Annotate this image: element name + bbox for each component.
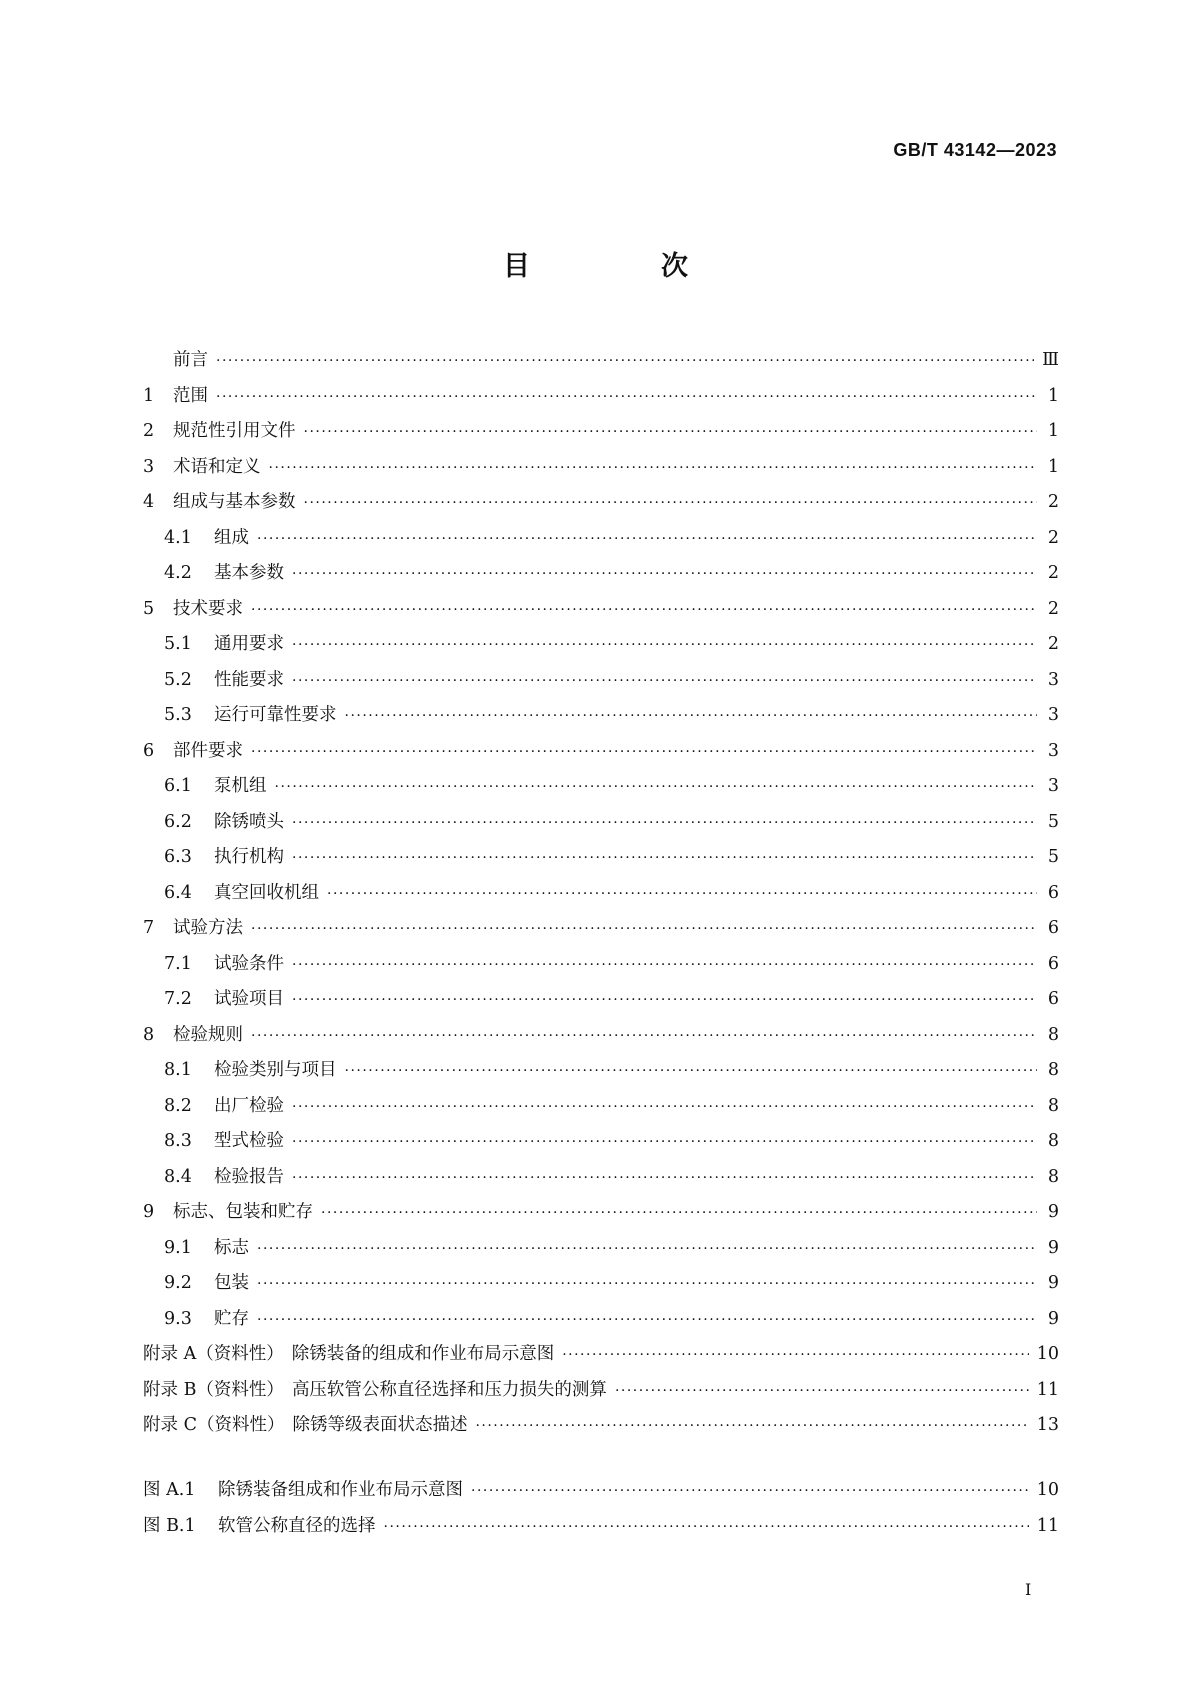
toc-entry-page: 11 — [1036, 1379, 1059, 1400]
toc-entry[interactable] — [143, 843, 1059, 879]
toc-entry-title: 运行可靠性要求 — [214, 705, 337, 725]
toc-entry-page: 6 — [1047, 882, 1059, 903]
toc-entry-page: 3 — [1047, 776, 1059, 796]
toc-entry[interactable] — [143, 1376, 1059, 1412]
toc-entry[interactable] — [143, 1021, 1059, 1057]
toc-entry-page: 10 — [1036, 1344, 1059, 1364]
toc-leader-dots — [251, 1028, 1037, 1044]
toc-entry-title: 软管公称直径的选择 — [218, 1515, 376, 1536]
toc-entry-title: 检验规则 — [173, 1024, 243, 1045]
toc-leader-dots — [292, 1170, 1037, 1186]
toc-entry-page: 8 — [1047, 1095, 1059, 1116]
toc-leader-dots — [251, 602, 1037, 618]
table-of-contents — [143, 346, 1059, 1447]
toc-leader-dots — [292, 637, 1037, 653]
toc-leader-dots — [345, 1063, 1038, 1079]
toc-entry-number: 1 — [143, 385, 155, 406]
toc-leader-dots — [475, 1418, 1028, 1434]
toc-leader-dots — [292, 1134, 1037, 1150]
toc-entry-title: 试验条件 — [214, 953, 284, 974]
toc-entry-number: 6.3 — [164, 847, 192, 867]
toc-entry-title: 前言 — [173, 350, 208, 370]
toc-entry-title: 组成与基本参数 — [173, 492, 296, 512]
toc-entry-page: 3 — [1047, 669, 1059, 690]
toc-entry[interactable] — [143, 772, 1059, 808]
toc-entry[interactable] — [143, 808, 1059, 844]
toc-leader-dots — [257, 531, 1037, 547]
toc-entry-page: 9 — [1047, 1308, 1059, 1329]
toc-entry-number: 7.1 — [164, 953, 192, 974]
toc-entry-number: 图 B.1 — [143, 1515, 196, 1536]
toc-entry-number: 5 — [143, 598, 155, 619]
toc-entry[interactable] — [143, 1056, 1059, 1092]
toc-entry-title: 试验项目 — [214, 989, 284, 1009]
toc-entry-number: 9.3 — [164, 1308, 192, 1329]
toc-entry-title: 标志、包装和贮存 — [173, 1202, 313, 1222]
toc-entry[interactable] — [143, 1198, 1059, 1234]
toc-entry-title: 检验类别与项目 — [214, 1060, 337, 1080]
toc-entry-page: 6 — [1047, 953, 1059, 974]
toc-entry[interactable] — [143, 737, 1059, 773]
toc-entry-number: 6 — [143, 740, 155, 761]
toc-leader-dots — [321, 1205, 1037, 1221]
toc-entry-page: 2 — [1047, 634, 1059, 654]
toc-entry[interactable] — [143, 950, 1059, 986]
toc-entry-number: 2 — [143, 421, 155, 441]
toc-entry-number: 附录 A（资料性） — [143, 1344, 284, 1364]
toc-entry-title: 高压软管公称直径选择和压力损失的测算 — [291, 1379, 607, 1400]
toc-entry-page: 1 — [1047, 456, 1059, 477]
toc-leader-dots — [257, 1276, 1037, 1292]
toc-entry-page: 5 — [1047, 847, 1059, 867]
toc-entry-title: 术语和定义 — [173, 456, 261, 477]
toc-leader-dots — [292, 992, 1037, 1008]
toc-entry-title: 除锈等级表面状态描述 — [292, 1415, 468, 1435]
toc-entry-title: 基本参数 — [214, 563, 284, 583]
toc-entry-title: 出厂检验 — [214, 1095, 284, 1116]
page-title: 目 次 — [503, 251, 740, 282]
toc-entry-number: 4 — [143, 492, 155, 512]
toc-leader-dots — [304, 424, 1038, 440]
toc-entry-number: 附录 C（资料性） — [143, 1415, 285, 1435]
toc-leader-dots — [615, 1383, 1029, 1399]
toc-entry-page: 2 — [1047, 563, 1059, 583]
toc-entry-title: 通用要求 — [214, 634, 284, 654]
toc-entry-title: 标志 — [214, 1237, 249, 1258]
toc-entry-title: 试验方法 — [173, 918, 243, 938]
toc-entry[interactable] — [143, 666, 1059, 702]
toc-entry-title: 组成 — [214, 527, 249, 548]
toc-entry[interactable] — [143, 1234, 1059, 1270]
toc-entry-number: 6.2 — [164, 811, 192, 832]
toc-entry-number: 8.2 — [164, 1095, 192, 1116]
toc-leader-dots — [275, 779, 1038, 795]
toc-entry-number: 3 — [143, 456, 155, 477]
toc-entry[interactable] — [143, 914, 1059, 950]
toc-leader-dots — [292, 850, 1037, 866]
toc-entry[interactable] — [143, 1127, 1059, 1163]
toc-entry[interactable] — [143, 1269, 1059, 1305]
toc-entry[interactable] — [143, 1092, 1059, 1128]
toc-entry[interactable] — [143, 1411, 1059, 1447]
toc-entry-number: 图 A.1 — [143, 1480, 196, 1500]
toc-entry-page: 3 — [1047, 740, 1059, 761]
toc-entry[interactable] — [143, 559, 1059, 595]
figure-entry[interactable] — [143, 1512, 1059, 1548]
toc-leader-dots — [292, 815, 1037, 831]
toc-entry-number: 5.3 — [164, 705, 192, 725]
toc-entry-page: 9 — [1047, 1237, 1059, 1258]
toc-entry-number: 4.2 — [164, 563, 192, 583]
toc-leader-dots — [384, 1519, 1029, 1535]
toc-entry-title: 除锈装备组成和作业布局示意图 — [218, 1480, 463, 1500]
toc-entry-page: 9 — [1047, 1202, 1059, 1222]
toc-entry[interactable] — [143, 1163, 1059, 1199]
toc-entry-title: 范围 — [173, 385, 208, 406]
toc-leader-dots — [304, 495, 1038, 511]
toc-entry-title: 技术要求 — [173, 598, 243, 619]
toc-entry[interactable] — [143, 701, 1059, 737]
toc-entry-number: 9.2 — [164, 1273, 192, 1293]
toc-entry-page: 6 — [1047, 989, 1059, 1009]
toc-leader-dots — [269, 460, 1038, 476]
toc-entry-title: 检验报告 — [214, 1166, 284, 1187]
toc-entry-title: 泵机组 — [214, 776, 267, 796]
toc-entry[interactable] — [143, 488, 1059, 524]
toc-leader-dots — [292, 673, 1037, 689]
toc-entry-page: 1 — [1047, 385, 1059, 406]
toc-entry[interactable] — [143, 985, 1059, 1021]
toc-entry-number: 5.1 — [164, 634, 192, 654]
toc-entry[interactable] — [143, 417, 1059, 453]
toc-entry[interactable] — [143, 595, 1059, 631]
toc-entry-title: 真空回收机组 — [214, 882, 319, 903]
toc-entry-number: 8.3 — [164, 1131, 192, 1151]
toc-entry-title: 包装 — [214, 1273, 249, 1293]
toc-entry-number: 9.1 — [164, 1237, 192, 1258]
toc-entry-number: 附录 B（资料性） — [143, 1379, 284, 1400]
toc-entry-page: 5 — [1047, 811, 1059, 832]
toc-entry-page: 8 — [1047, 1024, 1059, 1045]
toc-leader-dots — [562, 1347, 1029, 1363]
toc-entry-title: 执行机构 — [214, 847, 284, 867]
toc-entry[interactable] — [143, 382, 1059, 418]
standard-code: GB/T 43142—2023 — [893, 140, 1057, 160]
toc-leader-dots — [257, 1312, 1037, 1328]
toc-entry[interactable] — [143, 453, 1059, 489]
page-number: Ⅰ — [1025, 1580, 1032, 1599]
toc-entry-page: 8 — [1047, 1131, 1059, 1151]
toc-entry-page: 13 — [1036, 1415, 1059, 1435]
toc-leader-dots — [471, 1483, 1029, 1499]
toc-entry-page: 2 — [1047, 492, 1059, 512]
toc-entry-page: 10 — [1036, 1480, 1059, 1500]
toc-entry[interactable] — [143, 524, 1059, 560]
toc-leader-dots — [216, 353, 1034, 369]
toc-entry-title: 除锈装备的组成和作业布局示意图 — [291, 1344, 555, 1364]
toc-entry-number: 6.4 — [164, 882, 192, 903]
toc-entry-page: 11 — [1036, 1515, 1059, 1536]
toc-leader-dots — [345, 708, 1038, 724]
toc-entry-page: Ⅲ — [1042, 350, 1059, 370]
toc-entry-page: 3 — [1047, 705, 1059, 725]
toc-leader-dots — [292, 957, 1037, 973]
toc-leader-dots — [327, 886, 1037, 902]
toc-entry[interactable] — [143, 346, 1059, 382]
list-of-figures — [143, 1476, 1059, 1547]
toc-entry-page: 8 — [1047, 1060, 1059, 1080]
toc-entry-page: 2 — [1047, 598, 1059, 619]
toc-entry-number: 7 — [143, 918, 155, 938]
toc-entry-page: 1 — [1047, 421, 1059, 441]
toc-entry-title: 规范性引用文件 — [173, 421, 296, 441]
toc-entry-number: 8.4 — [164, 1166, 192, 1187]
toc-entry-number: 4.1 — [164, 527, 192, 548]
toc-entry-title: 型式检验 — [214, 1131, 284, 1151]
toc-entry-number: 6.1 — [164, 776, 192, 796]
toc-entry-title: 部件要求 — [173, 740, 243, 761]
toc-leader-dots — [292, 1099, 1037, 1115]
toc-entry-number: 5.2 — [164, 669, 192, 690]
toc-entry-number: 8 — [143, 1024, 155, 1045]
toc-leader-dots — [257, 1241, 1037, 1257]
toc-leader-dots — [216, 389, 1037, 405]
toc-entry-number: 7.2 — [164, 989, 192, 1009]
toc-entry-page: 6 — [1047, 918, 1059, 938]
toc-entry[interactable] — [143, 1340, 1059, 1376]
toc-entry-number: 8.1 — [164, 1060, 192, 1080]
toc-entry-title: 除锈喷头 — [214, 811, 284, 832]
toc-leader-dots — [251, 921, 1037, 937]
toc-entry-page: 9 — [1047, 1273, 1059, 1293]
toc-leader-dots — [251, 744, 1037, 760]
toc-leader-dots — [292, 566, 1037, 582]
toc-entry-page: 2 — [1047, 527, 1059, 548]
toc-entry-title: 性能要求 — [214, 669, 284, 690]
figure-entry[interactable] — [143, 1476, 1059, 1512]
toc-entry[interactable] — [143, 879, 1059, 915]
toc-entry-page: 8 — [1047, 1166, 1059, 1187]
toc-entry-title: 贮存 — [214, 1308, 249, 1329]
toc-entry[interactable] — [143, 630, 1059, 666]
toc-entry[interactable] — [143, 1305, 1059, 1341]
toc-entry-number: 9 — [143, 1202, 155, 1222]
